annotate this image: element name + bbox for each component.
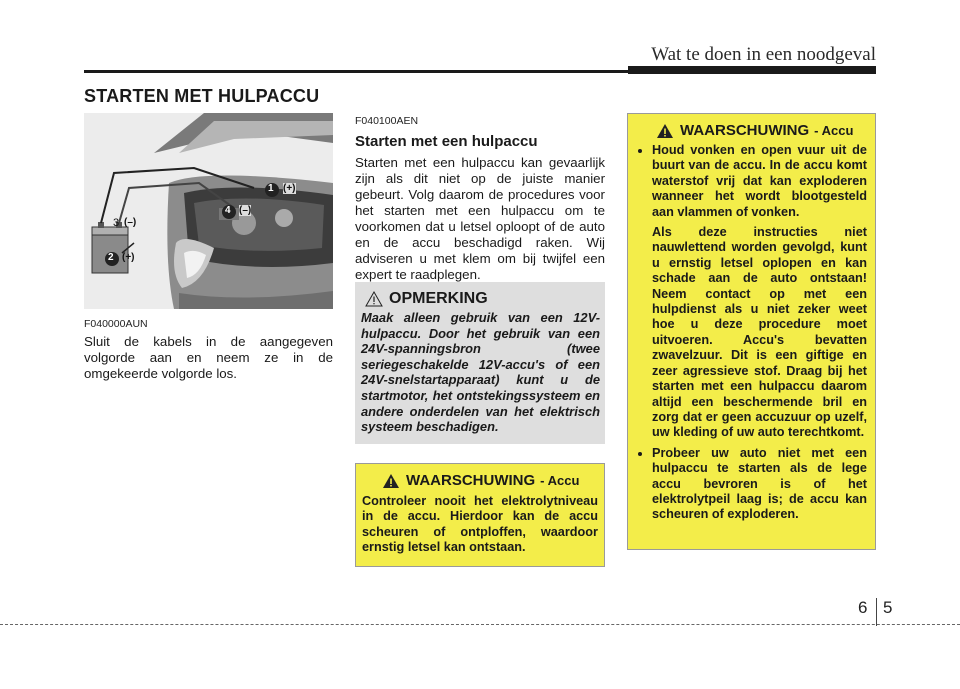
warning-title: WAARSCHUWING [406, 472, 536, 489]
label-3: 3 [113, 217, 120, 229]
caution-outline-icon [365, 291, 383, 307]
warning-box-small [355, 463, 605, 567]
warning-box-large [627, 113, 876, 550]
warning-icon [382, 473, 400, 489]
warning-text: Controleer nooit het elektrolytniveau in de accu. Hierdoor kan de accu scheuren of ontploffen, waardoor ernstig letsel kan ontstaan. [362, 494, 598, 555]
label-1: 1 [268, 183, 274, 194]
page-number: 5 [883, 598, 893, 617]
figure-caption-block [84, 318, 333, 382]
warning-icon [656, 123, 674, 139]
label-4: 4 [225, 205, 231, 216]
warning-item-paragraph: Als deze instructies niet nauwlettend worden gevolgd, kunt u ernstig letsel oplopen en kan schade aan de auto ontstaan! Neem contact op met een hulpdienst als u niet zeker weet hoe u deze procedure moet uitvoeren. Accu's bevatten zwavelzuur. Dit is een giftige en zeer agressieve stof. Draag bij het starten met een hulpaccu daarom altijd een beschermende bril en zorg dat er geen accuzuur op uzelf, uw kleding of uw auto terechtkomt. [652, 225, 867, 440]
note-title: OPMERKING [389, 290, 488, 307]
note-title-row [361, 290, 600, 308]
warning-title-row [656, 122, 867, 139]
note-text: Maak alleen gebruik van een 12V-hulpaccu. Door het gebruik van een 24V-spanningsbron (twee seriegeschakelde 12V-accu's of een 24V-snelstartapparaat) kunt u de startmotor, het ontstekingssysteem en andere onderdelen van het elektrisch systeem beschadigen. [361, 310, 600, 435]
header-rule-accent [628, 66, 876, 74]
intro-text: Starten met een hulpaccu kan gevaarlijk zijn als dit niet op de juiste manier gebeurt. Volg daarom de procedures voor het starten met een hulpaccu om te voorkomen dat u letsel oploopt of de auto en de accu beschadigd raken. Wij adviseren u met klem om bij twijfel een expert te raadplegen. [355, 155, 605, 282]
note-box [355, 282, 605, 444]
warning-list-item [652, 143, 867, 441]
warning-item-paragraph: • Houd vonken en open vuur uit de buurt van de accu. In de accu komt waterstof vrij dat kan exploderen wanneer het wordt blootgesteld aan vlammen of vonken. [652, 143, 867, 219]
intro-block [355, 115, 605, 283]
section-title: STARTEN MET HULPACCU [84, 86, 320, 106]
figure-instructions: Sluit de kabels in de aangegeven volgorde aan en neem ze in de omgekeerde volgorde los. [84, 334, 333, 381]
warning-item-paragraph: • Probeer uw auto niet met een hulpaccu te starten als de lege accu bevroren is of het elektrolytpeil laag is; de accu kan scheuren of exploderen. [652, 445, 867, 522]
label-2-sign: (+) [122, 252, 135, 263]
footer-rule [0, 624, 960, 625]
page-number-separator [876, 598, 877, 626]
warning-subtitle: - Accu [540, 473, 580, 488]
car-engine-illustration [84, 113, 333, 309]
chapter-number: 6 [858, 598, 868, 617]
section-code: F040100AEN [355, 115, 419, 127]
warning-list [636, 143, 867, 523]
jump-start-illustration [84, 113, 333, 309]
figure-code: F040000AUN [84, 318, 148, 330]
label-4-sign: (–) [239, 205, 252, 216]
label-1-sign: (+) [283, 183, 296, 194]
warning-title-row [382, 472, 598, 489]
subsection-heading: Starten met een hulpaccu [355, 133, 538, 150]
warning-subtitle: - Accu [814, 123, 854, 138]
warning-list-item [652, 446, 867, 523]
label-3-sign: (–) [124, 217, 137, 228]
chapter-header-title: Wat te doen in een noodgeval [651, 44, 876, 65]
label-2: 2 [108, 252, 114, 263]
warning-title: WAARSCHUWING [680, 122, 810, 139]
